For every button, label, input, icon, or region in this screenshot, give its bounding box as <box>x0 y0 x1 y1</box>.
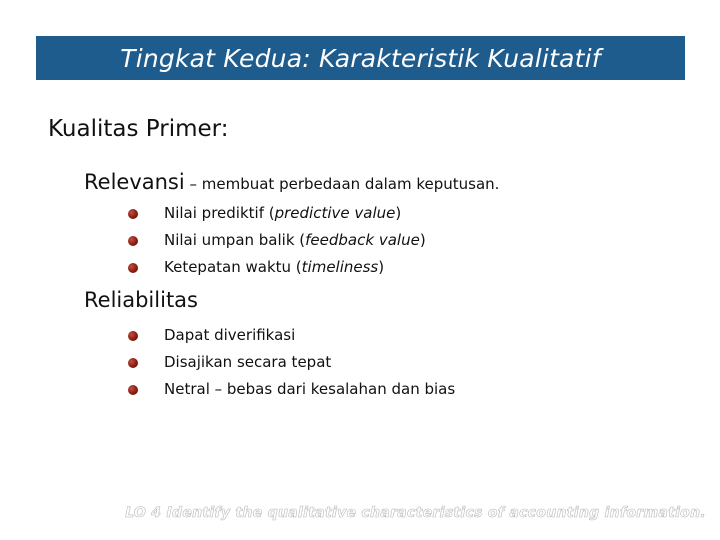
relevance-list <box>128 200 426 281</box>
bullet-icon <box>128 236 138 246</box>
reliability-list <box>128 322 455 403</box>
list-item: Disajikan secara tepat <box>128 349 455 376</box>
heading-primary-qualities: Kualitas Primer: <box>48 116 229 142</box>
list-item: Netral – bebas dari kesalahan dan bias <box>128 376 455 403</box>
list-item: Ketepatan waktu (timeliness) <box>128 254 426 281</box>
list-item: Nilai umpan balik (feedback value) <box>128 227 426 254</box>
section-reliability-name: Reliabilitas <box>84 288 198 312</box>
bullet-icon <box>128 263 138 273</box>
section-relevance-name: Relevansi <box>84 170 185 194</box>
footer-learning-objective: LO 4 Identify the qualitative characteristics of accounting information. <box>125 505 706 521</box>
slide-title: Tingkat Kedua: Karakteristik Kualitatif <box>120 43 601 73</box>
section-relevance <box>84 170 499 194</box>
list-item: Dapat diverifikasi <box>128 322 455 349</box>
bullet-icon <box>128 358 138 368</box>
bullet-icon <box>128 385 138 395</box>
title-bar <box>36 36 685 80</box>
bullet-icon <box>128 331 138 341</box>
list-item: Nilai prediktif (predictive value) <box>128 200 426 227</box>
bullet-icon <box>128 209 138 219</box>
section-reliability <box>84 288 198 312</box>
section-relevance-description: – membuat perbedaan dalam keputusan. <box>184 175 500 193</box>
